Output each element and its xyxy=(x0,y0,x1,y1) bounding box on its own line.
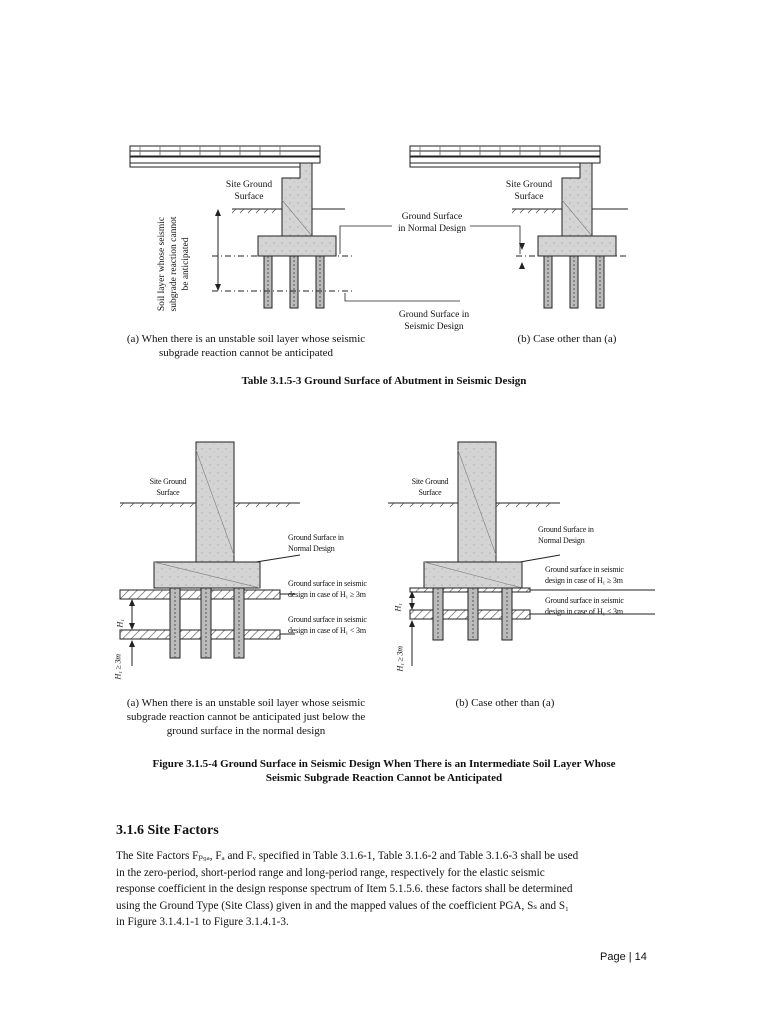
bottom-left-site-ground-label: Site Ground Surface xyxy=(149,477,187,497)
page-number: Page | 14 xyxy=(600,951,647,963)
top-right-site-ground-label: Site Ground Surface xyxy=(505,180,553,202)
bottom-right-lt3m-label: Ground surface in seismic design in case of H₁ < 3m xyxy=(545,596,624,616)
top-right-caption: (b) Case other than (a) xyxy=(517,333,617,345)
top-left-vertical-label: Soil layer whose seismic subgrade reaction cannot be anticipated xyxy=(157,216,191,312)
bottom-right-caption: (b) Case other than (a) xyxy=(455,697,555,709)
abutment-leader-lines xyxy=(340,226,520,301)
top-figure-title: Table 3.1.5-3 Ground Surface of Abutment in Seismic Design xyxy=(241,375,527,387)
bottom-right-h1-label: H₁ xyxy=(393,603,403,612)
top-normal-design-label: Ground Surface in Normal Design xyxy=(397,212,467,234)
bottom-right-site-ground-label: Site Ground Surface xyxy=(411,477,449,497)
bottom-figure-title: Figure 3.1.5-4 Ground Surface in Seismic Design When There is an Intermediate Soil Layer Whose Seismic Subgrade Reaction Cannot be Anticipated xyxy=(152,758,616,784)
bottom-left-lt3m-label: Ground surface in seismic design in case of H₁ < 3m xyxy=(288,615,367,635)
section-paragraph: The Site Factors Fₚ₉ₐ, Fₐ and Fᵥ specified in Table 3.1.6-1, Table 3.1.6-2 and Table 3.1.6-3 shall be used in the zero-period, short-period range and long-period range, respectively for the elastic seismic response coefficient in the design response spectrum of Item 5.1.5.6. these factors shall be determined using the Ground Type (Site Class) given in and the mapped values of the coefficient PGA, Sₛ and S₁ in Figure 3.1.4.1-1 to Figure 3.1.4.1-3. xyxy=(116,850,579,929)
bottom-right-ge3m-label: Ground surface in seismic design in case of H₁ ≥ 3m xyxy=(545,565,624,585)
top-seismic-design-label: Ground Surface in Seismic Design xyxy=(398,310,470,332)
section-heading: 3.1.6 Site Factors xyxy=(116,823,219,838)
bottom-right-normal-design-label: Ground Surface in Normal Design xyxy=(538,525,594,545)
top-left-caption: (a) When there is an unstable soil layer whose seismic subgrade reaction cannot be anticipated xyxy=(126,333,366,359)
bottom-right-h1ge3m-label: H₁ ≥ 3m xyxy=(395,646,405,672)
bottom-left-h1ge3m-label: H₁ ≥ 3m xyxy=(113,654,123,680)
bottom-left-normal-design-label: Ground Surface in Normal Design xyxy=(288,533,344,553)
bottom-left-ge3m-label: Ground surface in seismic design in case of H₁ ≥ 3m xyxy=(288,579,367,599)
top-left-site-ground-label: Site Ground Surface xyxy=(225,180,273,202)
bottom-left-caption: (a) When there is an unstable soil layer whose seismic subgrade reaction cannot be anticipated just below the ground surface in the normal design xyxy=(126,697,366,737)
bottom-left-h1-label: H₁ xyxy=(115,619,125,628)
